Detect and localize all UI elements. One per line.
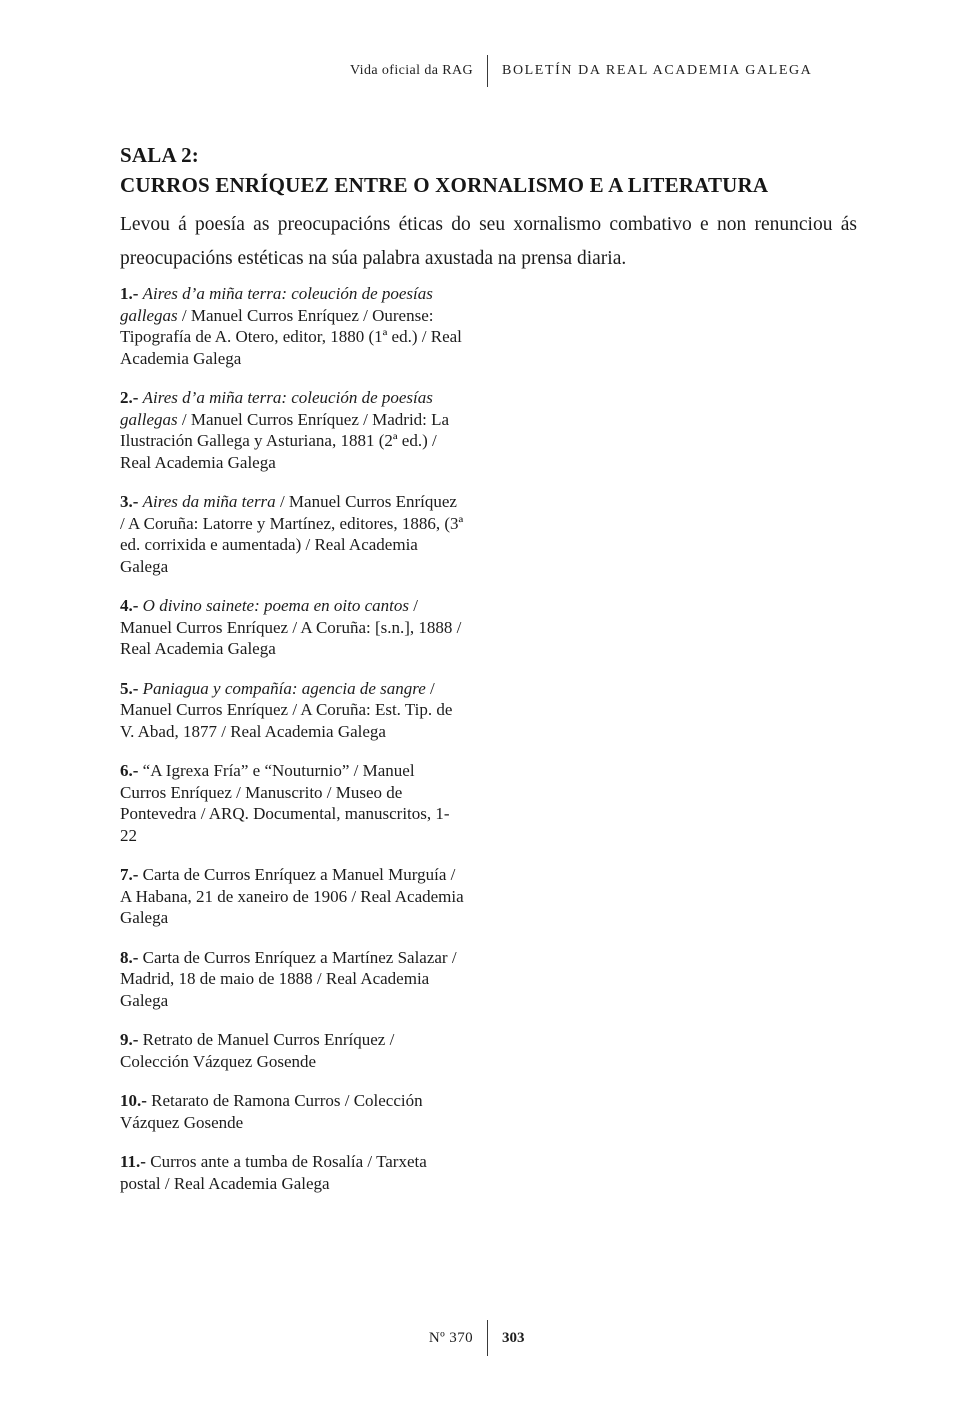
list-item — [120, 595, 465, 660]
item-number: 5.- — [120, 678, 143, 698]
section-subtitle: CURROS ENRÍQUEZ ENTRE O XORNALISMO E A LITERATURA — [120, 173, 769, 197]
item-detail: Curros ante a tumba de Rosalía / Tarxeta postal / Real Academia Galega — [120, 1152, 427, 1193]
item-detail: / Manuel Curros Enríquez / A Coruña: Latorre y Martínez, editores, 1886, (3ª ed. corrixida e aumentada) / Real Academia Galega — [120, 492, 464, 576]
list-item — [120, 1029, 465, 1072]
section-title: SALA 2: — [120, 143, 200, 167]
item-detail: / Manuel Curros Enríquez / Madrid: La Ilustración Gallega y Asturiana, 1881 (2ª ed.) / Real Academia Galega — [120, 409, 450, 472]
header-section-label: Vida oficial da RAG — [349, 63, 473, 78]
item-number: 9.- — [120, 1030, 143, 1049]
item-detail: Carta de Curros Enríquez a Manuel Murguía / A Habana, 21 de xaneiro de 1906 / Real Academia Galega — [120, 865, 464, 927]
item-number: 7.- — [120, 865, 143, 884]
item-detail: Retrato de Manuel Curros Enríquez / Colección Vázquez Gosende — [120, 1030, 395, 1071]
item-detail: Carta de Curros Enríquez a Martínez Salazar / Madrid, 18 de maio de 1888 / Real Academia Galega — [120, 947, 457, 1010]
item-detail: / Manuel Curros Enríquez / Ourense: Tipografía de A. Otero, editor, 1880 (1ª ed.) / Real Academia Galega — [120, 305, 462, 368]
item-detail: “A Igrexa Fría” e “Nouturnio” / Manuel Curros Enríquez / Manuscrito / Museo de Pontevedra / ARQ. Documental, manuscritos, 1-22 — [120, 761, 450, 845]
item-title: Aires d’a miña terra: coleución de poesías gallegas — [120, 388, 433, 429]
item-detail: Retarato de Ramona Curros / Colección Vázquez Gosende — [120, 1091, 423, 1132]
list-item — [120, 1151, 465, 1194]
list-item — [120, 387, 465, 473]
exhibit-list — [120, 283, 465, 1212]
list-item — [120, 678, 465, 743]
footer-issue-number: Nº 370 — [428, 1329, 473, 1346]
item-number: 3.- — [120, 492, 143, 511]
item-title: Aires da miña terra — [142, 492, 276, 511]
footer-divider — [487, 1320, 488, 1356]
header-divider — [487, 55, 488, 87]
item-title: Paniagua y compañía: agencia de sangre — [142, 678, 426, 698]
item-number: 4.- — [120, 596, 143, 615]
item-number: 6.- — [120, 761, 143, 780]
list-item — [120, 947, 465, 1012]
page-header — [0, 55, 975, 87]
page-footer — [0, 1320, 975, 1356]
item-title: O divino sainete: poema en oito cantos — [142, 596, 409, 615]
section-title-block — [120, 140, 768, 200]
header-journal-title: BOLETÍN DA REAL ACADEMIA GALEGA — [502, 63, 813, 78]
item-number: 11.- — [120, 1152, 151, 1171]
footer-page-number: 303 — [502, 1329, 525, 1346]
item-detail: / Manuel Curros Enríquez / A Coruña: Est. Tip. de V. Abad, 1877 / Real Academia Galega — [120, 678, 453, 741]
item-number: 10.- — [120, 1091, 152, 1110]
list-item — [120, 283, 465, 369]
list-item — [120, 864, 465, 929]
item-detail: / Manuel Curros Enríquez / A Coruña: [s.n.], 1888 / Real Academia Galega — [120, 596, 462, 658]
intro-paragraph: Levou á poesía as preocupacións éticas do seu xornalismo combativo e non renunciou ás preocupacións estéticas na súa palabra axustada na prensa diaria. — [120, 214, 857, 269]
list-item — [120, 1090, 465, 1133]
list-item — [120, 491, 465, 577]
list-item — [120, 760, 465, 846]
item-number: 1.- — [120, 284, 143, 303]
item-number: 8.- — [120, 947, 143, 967]
item-number: 2.- — [120, 388, 143, 407]
item-title: Aires d’a miña terra: coleución de poesías gallegas — [120, 284, 433, 325]
